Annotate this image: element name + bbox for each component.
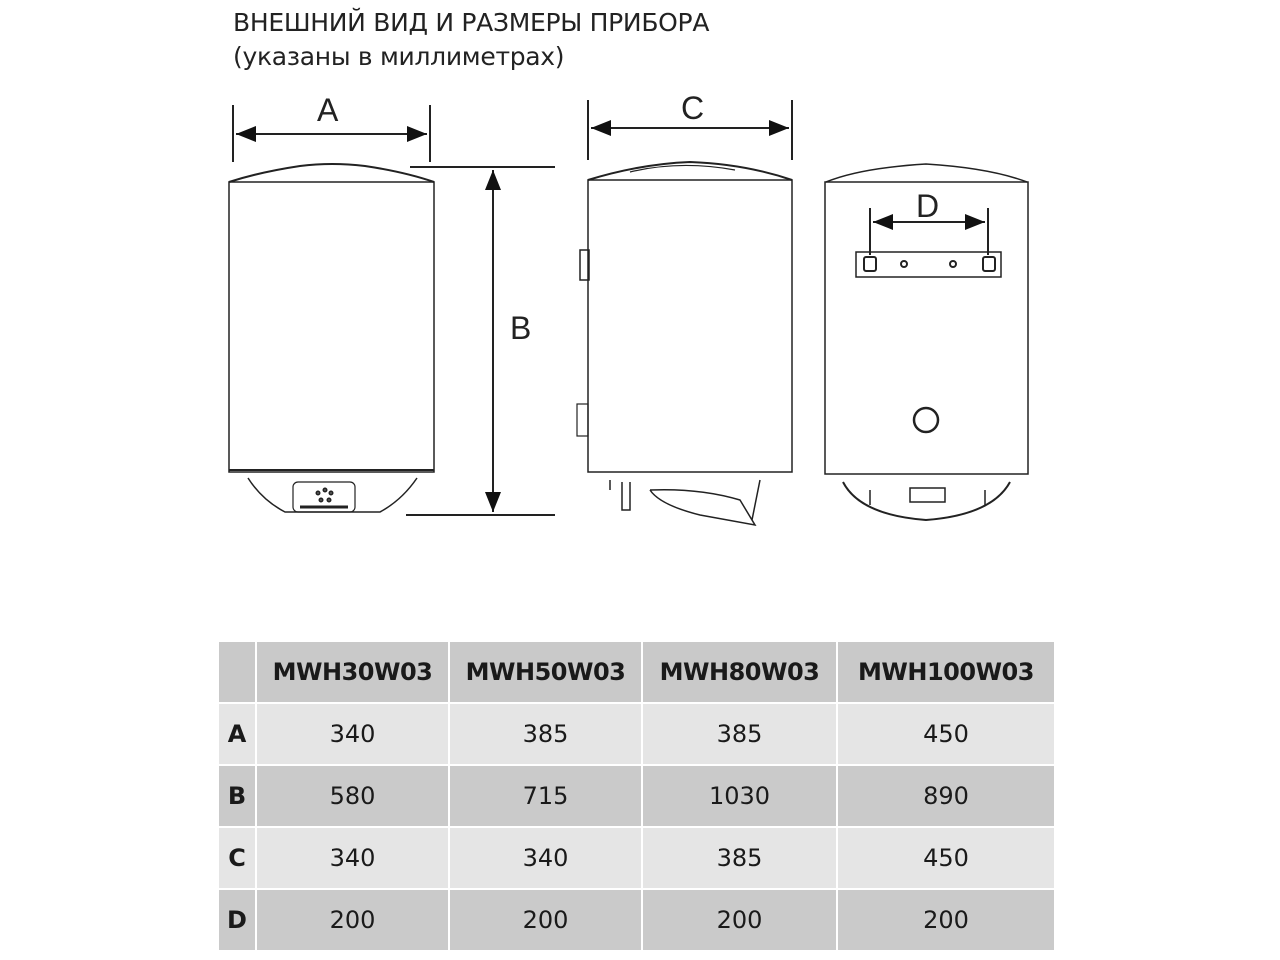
cell: 580 [257,766,448,826]
label-d: D [916,188,940,224]
page-title: ВНЕШНИЙ ВИД И РАЗМЕРЫ ПРИБОРА [233,8,710,37]
label-b: B [510,310,532,346]
cell: 200 [450,890,641,950]
label-a: A [317,92,339,128]
row-label: D [219,890,255,950]
table-row [219,828,1054,888]
cell: 890 [838,766,1054,826]
table-row [219,890,1054,950]
valve-icon [914,408,938,432]
table-row [219,766,1054,826]
cell: 385 [643,704,836,764]
dimensions-table [217,640,1056,952]
row-label: C [219,828,255,888]
table-row [219,704,1054,764]
cell: 715 [450,766,641,826]
column-header: MWH80W03 [643,642,836,702]
cell: 340 [450,828,641,888]
cell: 200 [643,890,836,950]
cell: 385 [643,828,836,888]
side-view [577,100,792,525]
front-view [229,105,434,512]
column-header: MWH50W03 [450,642,641,702]
cell: 340 [257,828,448,888]
column-header: MWH100W03 [838,642,1054,702]
column-header: MWH30W03 [257,642,448,702]
dimension-b [406,167,555,515]
cell: 340 [257,704,448,764]
cell: 1030 [643,766,836,826]
row-label: A [219,704,255,764]
cell: 200 [838,890,1054,950]
cell: 450 [838,828,1054,888]
page-subtitle: (указаны в миллиметрах) [233,42,565,71]
table-header-row [219,642,1054,702]
cell: 385 [450,704,641,764]
cell: 450 [838,704,1054,764]
corner-cell [219,642,255,702]
mounting-bracket [856,252,1001,277]
label-c: C [681,90,705,126]
cell: 200 [257,890,448,950]
row-label: B [219,766,255,826]
